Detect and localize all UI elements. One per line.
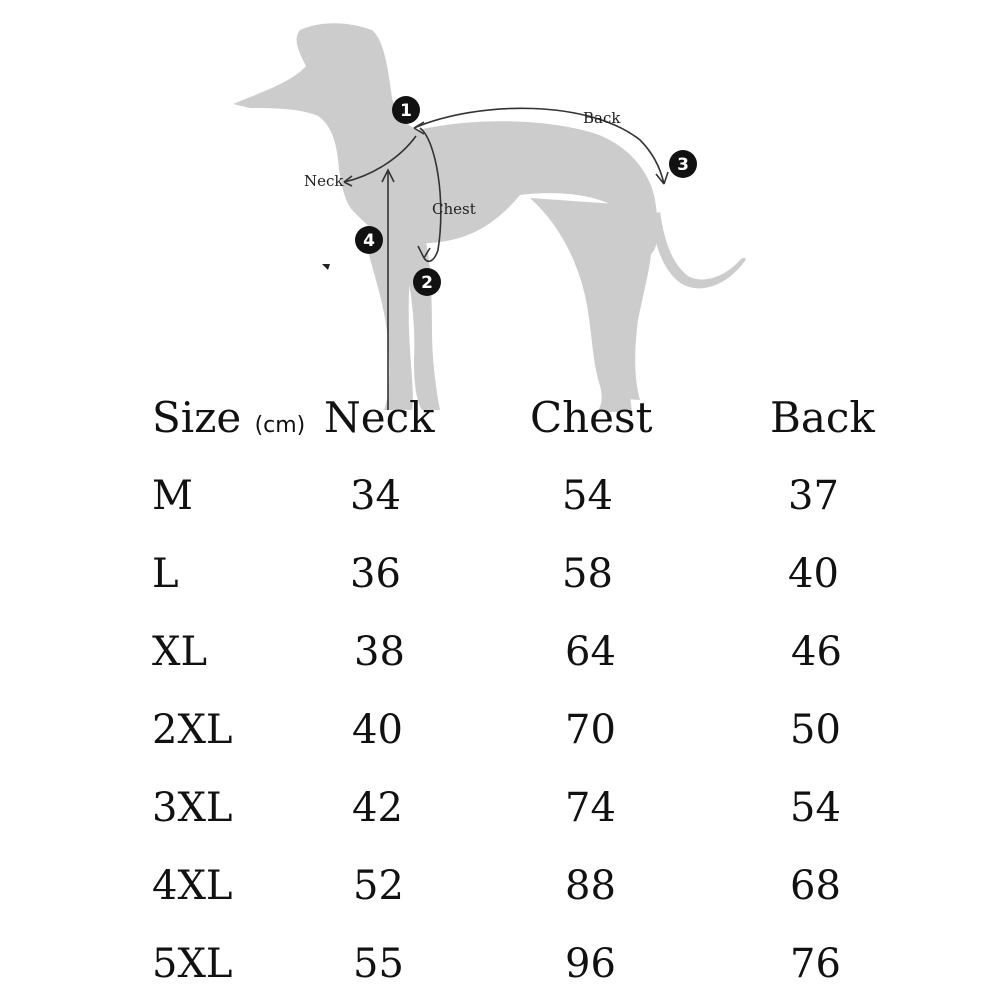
- row-back: 50: [790, 707, 841, 753]
- row-neck: 55: [353, 941, 404, 987]
- marker-1-number: 1: [400, 101, 412, 121]
- row-back: 68: [790, 863, 841, 909]
- marker-4-number: 4: [363, 231, 375, 251]
- header-chest: Chest: [530, 393, 653, 442]
- row-size: 5XL: [152, 941, 233, 987]
- row-chest: 64: [565, 629, 616, 675]
- marker-2-number: 2: [421, 273, 433, 293]
- row-size: XL: [152, 629, 208, 675]
- neck-label: Neck: [304, 172, 344, 190]
- row-chest: 74: [565, 785, 616, 831]
- chest-label: Chest: [432, 200, 476, 218]
- row-size: L: [152, 551, 179, 597]
- row-back: 46: [791, 629, 842, 675]
- header-neck: Neck: [324, 393, 435, 442]
- row-chest: 54: [562, 473, 613, 519]
- header-unit: (cm): [254, 413, 306, 438]
- row-neck: 36: [350, 551, 401, 597]
- row-back: 37: [788, 473, 839, 519]
- row-neck: 40: [352, 707, 403, 753]
- row-size: 2XL: [152, 707, 233, 753]
- row-back: 54: [790, 785, 841, 831]
- row-neck: 34: [350, 473, 401, 519]
- row-neck: 42: [352, 785, 403, 831]
- row-neck: 52: [353, 863, 404, 909]
- row-back: 76: [790, 941, 841, 987]
- row-chest: 70: [565, 707, 616, 753]
- header-back: Back: [770, 393, 875, 442]
- row-size: M: [152, 473, 193, 519]
- row-chest: 88: [565, 863, 616, 909]
- header-size: [152, 393, 306, 446]
- row-chest: 58: [562, 551, 613, 597]
- row-neck: 38: [354, 629, 405, 675]
- marker-3-number: 3: [677, 155, 689, 175]
- row-size: 3XL: [152, 785, 233, 831]
- row-back: 40: [788, 551, 839, 597]
- row-size: 4XL: [152, 863, 233, 909]
- back-label: Back: [583, 109, 621, 127]
- header-size-label: Size: [152, 393, 242, 442]
- row-chest: 96: [565, 941, 616, 987]
